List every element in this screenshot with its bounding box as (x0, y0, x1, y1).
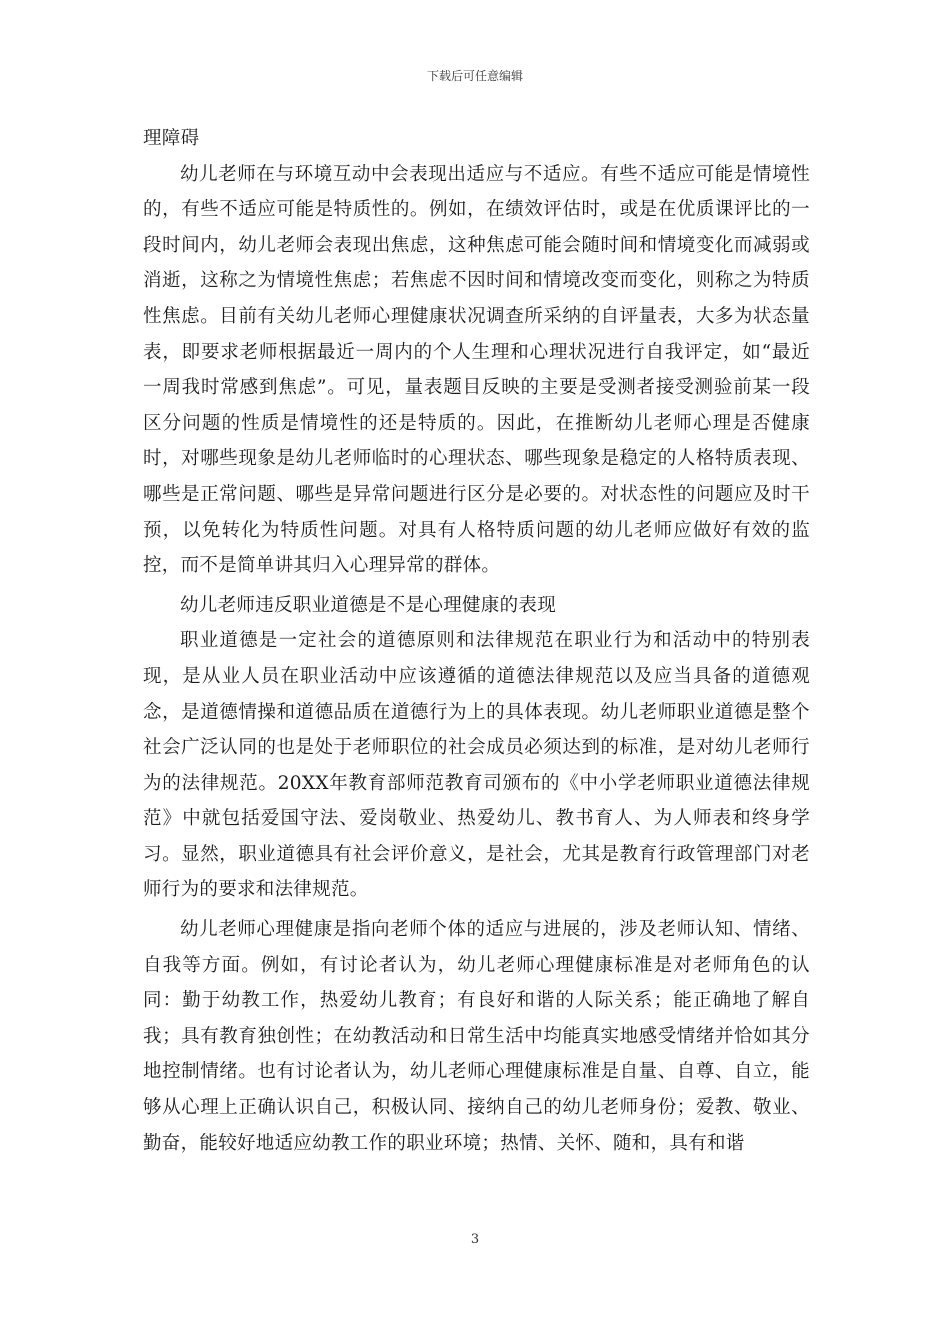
page-header: 下载后可任意编辑 (426, 69, 523, 83)
paragraph: 职业道德是一定社会的道德原则和法律规范在职业行为和活动中的特别表现，是从业人员在职业活动中应该遵循的道德法律规范以及应当具备的道德观念，是道德情操和道德品质在道德行为上的具体表现。幼儿老师职业道德是整个社会广泛认同的也是处于老师职位的社会成员必须达到的标准，是对幼儿老师行为的法律规范。20XX年教育部师范教育司颁布的《中小学老师职业道德法律规范》中就包括爱国守法、爱岗敬业、热爱幼儿、教书育人、为人师表和终身学习。显然，职业道德具有社会评价意义，是社会，尤其是教育行政管理部门对老师行为的要求和法律规范。 (143, 630, 810, 901)
page-number: 3 (470, 1232, 480, 1247)
paragraph: 幼儿老师在与环境互动中会表现出适应与不适应。有些不适应可能是情境性的，有些不适应可能是特质性的。例如，在绩效评估时，或是在优质课评比的一段时间内，幼儿老师会表现出焦虑，这种焦虑可能会随时间和情境变化而减弱或消逝，这称之为情境性焦虑；若焦虑不因时间和情境改变而变化，则称之为特质性焦虑。目前有关幼儿老师心理健康状况调查所采纳的自评量表，大多为状态量表，即要求老师根据最近一周内的个人生理和心理状况进行自我评定，如“最近一周我时常感到焦虑”。可见，量表题目反映的主要是受测者接受测验前某一段区分问题的性质是情境性的还是特质的。因此，在推断幼儿老师心理是否健康时，对哪些现象是幼儿老师临时的心理状态、哪些现象是稳定的人格特质表现、哪些是正常问题、哪些是异常问题进行区分是必要的。对状态性的问题应及时干预，以免转化为特质性问题。对具有人格特质问题的幼儿老师应做好有效的监控，而不是简单讲其归入心理异常的群体。 (143, 163, 810, 577)
body-text (143, 121, 810, 1161)
paragraph: 理障碍 (143, 128, 200, 149)
paragraph: 幼儿老师心理健康是指向老师个体的适应与进展的，涉及老师认知、情绪、自我等方面。例如，有讨论者认为，幼儿老师心理健康标准是对老师角色的认同：勤于幼教工作，热爱幼儿教育；有良好和谐的人际关系；能正确地了解自我；具有教育独创性；在幼教活动和日常生活中均能真实地感受情绪并恰如其分地控制情绪。也有讨论者认为，幼儿老师心理健康标准是自量、自尊、自立，能够从心理上正确认识自己，积极认同、接纳自己的幼儿老师身份；爱教、敬业、勤奋，能较好地适应幼教工作的职业环境；热情、关怀、随和，具有和谐 (143, 919, 810, 1154)
section-heading: 幼儿老师违反职业道德是不是心理健康的表现 (180, 594, 557, 616)
